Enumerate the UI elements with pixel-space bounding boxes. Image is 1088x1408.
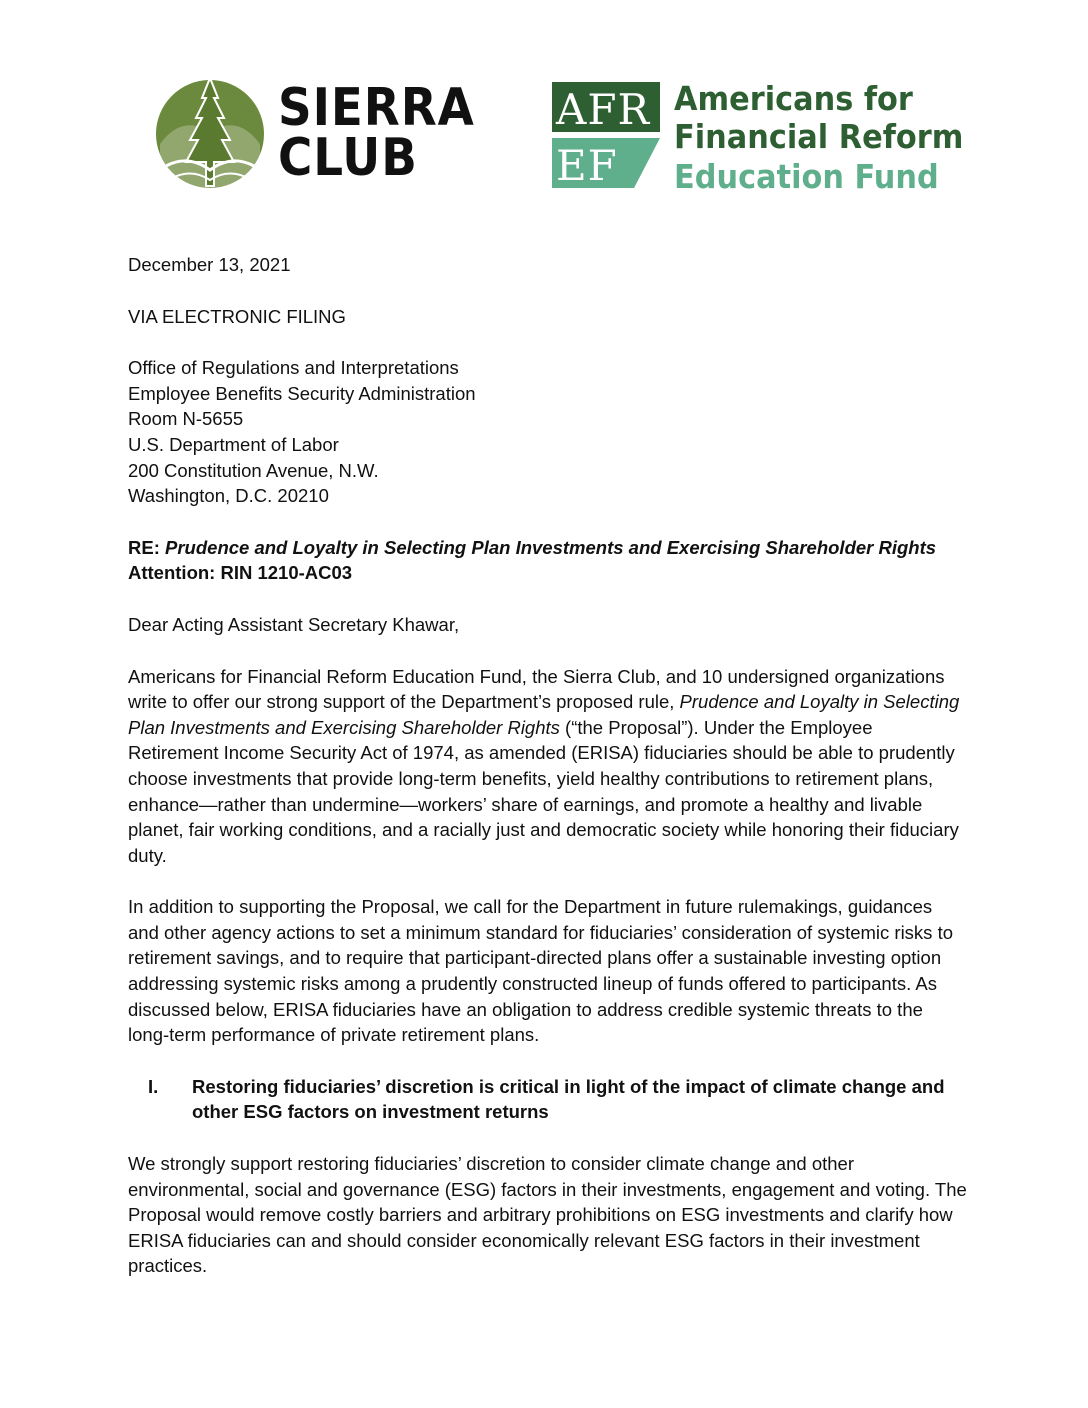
afr-logo-line2: Financial Reform — [674, 117, 964, 156]
paragraph-3: We strongly support restoring fiduciaries’ discretion to consider climate change and other environmental, social and governance (ESG) factors in their investments, engagement and voting. The Proposal would remove costly barriers and arbitrary prohibitions on ESG investments and clarify how ERISA fiduciaries can and should consider economically relevant ESG factors in their investment practices. — [128, 1153, 967, 1277]
sierra-club-logo — [152, 74, 475, 192]
section-heading-1 — [128, 1074, 968, 1125]
subject-title: Prudence and Loyalty in Selecting Plan Investments and Exercising Shareholder Rights — [165, 536, 937, 558]
afr-badge-bottom-text: EF — [556, 141, 618, 188]
paragraph-1 — [128, 664, 968, 869]
letterhead — [0, 74, 1088, 194]
address-line: U.S. Department of Labor — [128, 433, 339, 455]
afr-badge-top-text: AFR — [556, 85, 651, 134]
paragraph-1-text-b: (“the Proposal”). Under the Employee Retirement Income Security Act of 1974, as amended (ERISA) fiduciaries should be able to prudently choose investments that provide long-term benefits, yield healthy contributions to retirement plans, enhance—rather than undermine—workers’ share of earnings, and promote a healthy and livable planet, fair working conditions, and a racially just and democratic society while honoring their fiduciary duty. — [128, 716, 959, 866]
sierra-club-tree-emblem — [152, 74, 268, 190]
proposal-title-italic: Prudence and Loyalty in Selecting Plan Investments and Exercising Shareholder Rights — [128, 691, 960, 738]
address-line: Employee Benefits Security Administration — [128, 382, 476, 404]
paragraph-2: In addition to supporting the Proposal, we call for the Department in future rulemakings, guidances and other agency actions to set a minimum standard for fiduciaries’ consideration of systemic risks to retirement savings, and to require that participant-directed plans offer a sustainable investing option addressing systemic risks among a prudently constructed lineup of funds offered to participants. As discussed below, ERISA fiduciaries have an obligation to address credible systemic threats to the long-term performance of private retirement plans. — [128, 896, 953, 1046]
afr-ef-logo — [552, 79, 972, 196]
sierra-logo-line1: SIERRA — [278, 78, 475, 138]
subject-line — [128, 535, 968, 561]
salutation: Dear Acting Assistant Secretary Khawar, — [128, 613, 460, 635]
letter-body — [128, 252, 968, 1279]
attention-line: Attention: RIN 1210-AC03 — [128, 562, 353, 584]
sierra-logo-line2: CLUB — [278, 128, 418, 188]
recipient-address — [128, 355, 968, 509]
letter-date: December 13, 2021 — [128, 254, 291, 275]
address-line: 200 Constitution Avenue, N.W. — [128, 459, 379, 481]
address-line: Washington, D.C. 20210 — [128, 485, 329, 507]
afr-logo-line1: Americans for — [674, 79, 913, 118]
afr-logo-line3: Education Fund — [674, 157, 939, 196]
section-number: I. — [148, 1075, 159, 1097]
delivery-method: VIA ELECTRONIC FILING — [128, 305, 346, 327]
address-line: Room N-5655 — [128, 408, 244, 430]
subject-label: RE: — [128, 536, 160, 558]
paragraph-1-text-a: Americans for Financial Reform Education Fund, the Sierra Club, and 10 undersigned organizations write to offer our strong support of the Department’s proposed rule, — [128, 665, 945, 713]
afr-ef-badge — [552, 82, 660, 188]
section-title: Restoring fiduciaries’ discretion is critical in light of the impact of climate change and other ESG factors on investment returns — [192, 1075, 945, 1123]
address-line: Office of Regulations and Interpretations — [128, 357, 459, 379]
